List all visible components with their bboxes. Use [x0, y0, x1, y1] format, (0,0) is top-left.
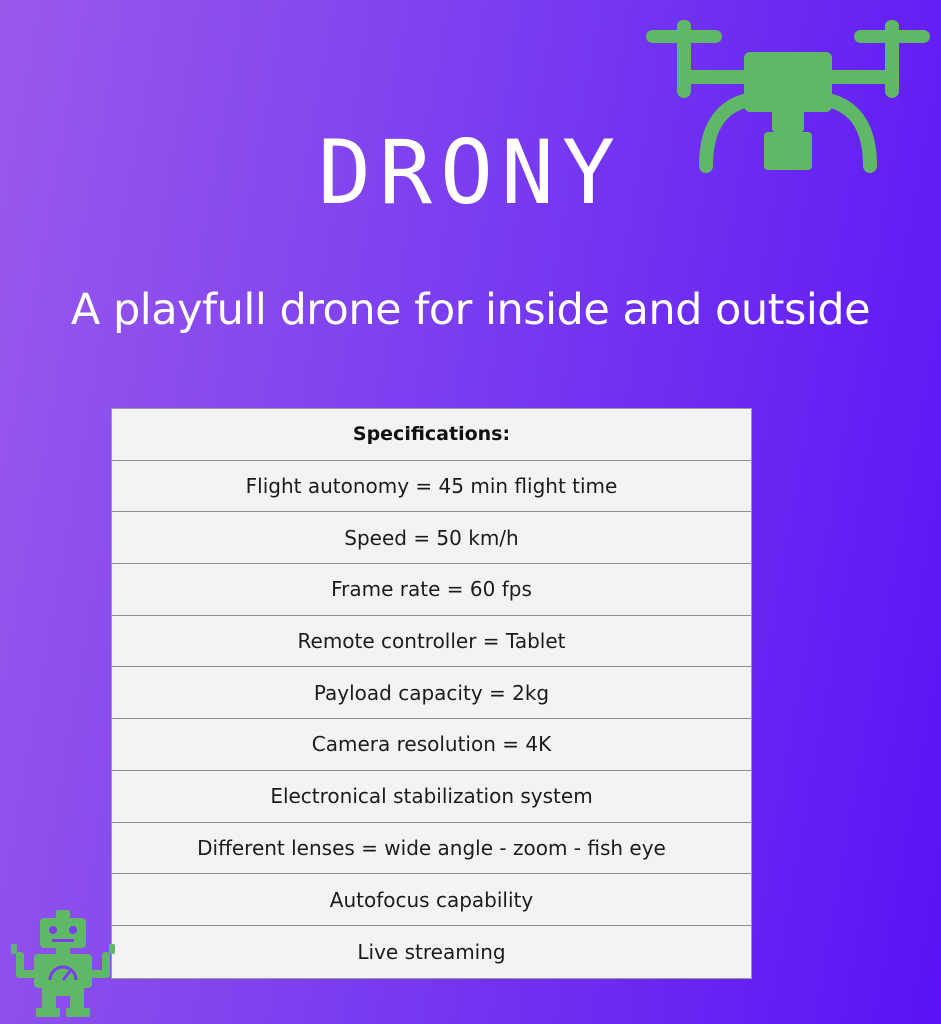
spec-row: Flight autonomy = 45 min flight time: [112, 461, 751, 513]
robot-icon: [10, 908, 116, 1018]
spec-row: Live streaming: [357, 939, 506, 964]
tagline: A playfull drone for inside and outside: [70, 285, 871, 335]
spec-row: Electronical stabilization system: [112, 771, 751, 823]
spec-row: Different lenses = wide angle - zoom - fish eye: [112, 823, 751, 875]
spec-row: Remote controller = Tablet: [112, 616, 751, 668]
spec-row: Camera resolution = 4K: [112, 719, 751, 771]
specifications-table: [111, 408, 752, 979]
spec-row: Frame rate = 60 fps: [112, 564, 751, 616]
spec-row: Payload capacity = 2kg: [112, 667, 751, 719]
spec-row: Speed = 50 km/h: [112, 512, 751, 564]
spec-row: Autofocus capability: [112, 874, 751, 926]
specifications-header: Specifications:: [112, 409, 751, 461]
brand-title: DRONY: [318, 121, 623, 224]
